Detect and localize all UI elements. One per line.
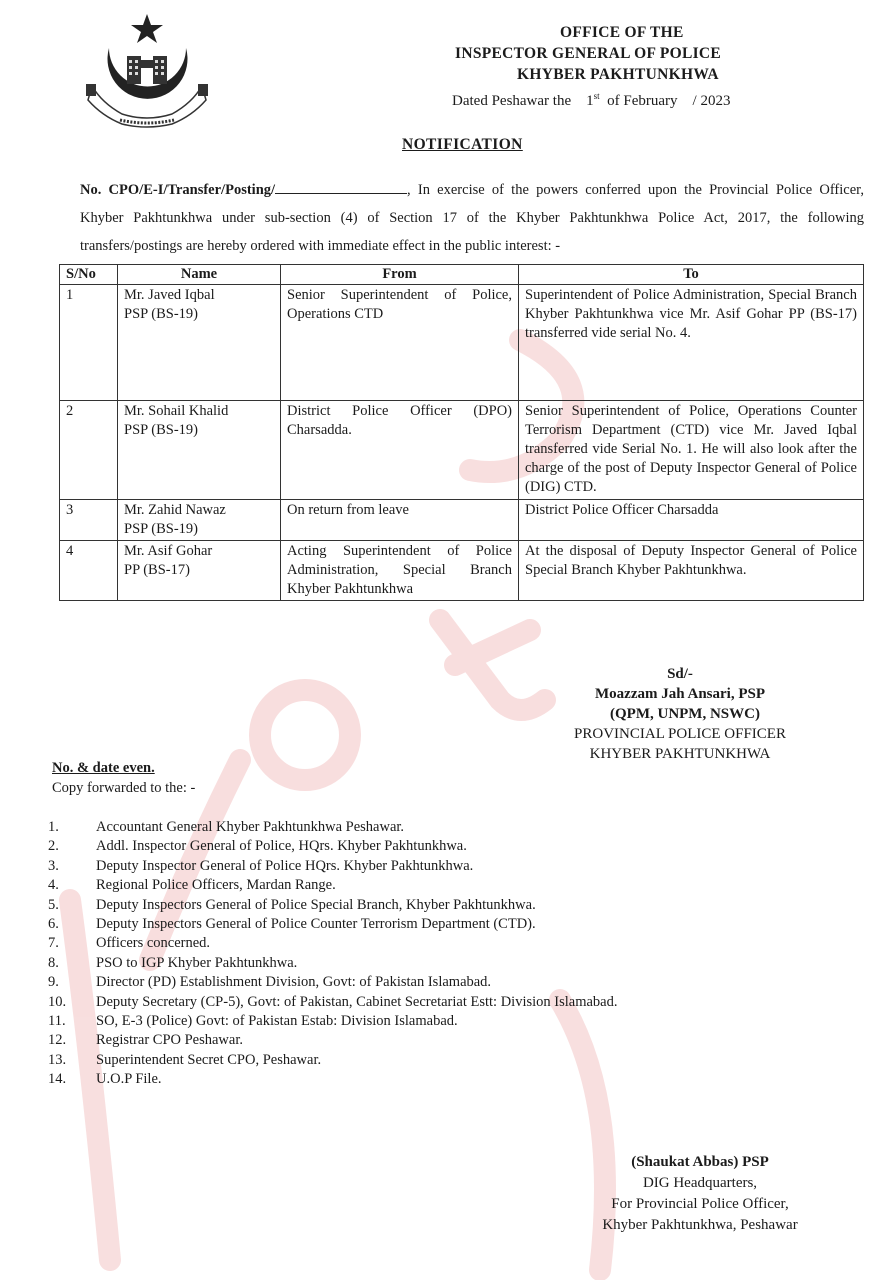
dated-month: of February: [607, 93, 678, 109]
dated-line: [440, 85, 800, 112]
header-to: To: [519, 265, 864, 285]
dig-line-1: DIG Headquarters,: [642, 1175, 758, 1191]
list-item: 13. Superintendent Secret CPO, Peshawar.: [48, 1051, 322, 1068]
list-item: 11. SO, E-3 (Police) Govt: of Pakistan Estab: Division Islamabad.: [48, 1013, 458, 1030]
list-item: 1. Accountant General Khyber Pakhtunkhwa Peshawar.: [48, 819, 405, 835]
cell-sno: 4: [60, 541, 118, 601]
header-from: From: [281, 265, 519, 285]
no-date-even: No. & date even.: [52, 760, 155, 776]
transfers-table: [59, 264, 864, 601]
table-header-row: [60, 265, 864, 285]
list-item: 7. Officers concerned.: [48, 935, 211, 952]
header-line-1: OFFICE OF THE: [560, 24, 684, 41]
signatory-designation: PROVINCIAL POLICE OFFICER: [574, 726, 786, 742]
cell-sno: 1: [60, 285, 118, 401]
ppo-signature-block: [520, 664, 840, 764]
cell-name: Mr. Javed Iqbal PSP (BS-19): [118, 285, 281, 401]
signed-mark: Sd/-: [667, 666, 693, 682]
notification-ref-number: No. CPO/E-I/Transfer/Posting/: [80, 182, 276, 198]
header-line-3: KHYBER PAKHTUNKHWA: [517, 66, 719, 83]
list-item: 2. Addl. Inspector General of Police, HQrs. Khyber Pakhtunkhwa.: [48, 838, 467, 855]
list-item: 6. Deputy Inspectors General of Police Counter Terrorism Department (CTD).: [48, 916, 536, 933]
office-header: [440, 22, 800, 112]
cell-name: Mr. Sohail Khalid PSP (BS-19): [118, 401, 281, 500]
cell-from: Acting Superintendent of Police Administration, Special Branch Khyber Pakhtunkhwa: [281, 541, 519, 601]
dig-line-2: For Provincial Police Officer,: [611, 1196, 789, 1212]
cell-to: Superintendent of Police Administration, Special Branch Khyber Pakhtunkhwa vice Mr. Asif Gohar PP (BS-17) transferred vide serial No. 4.: [519, 285, 864, 401]
star-icon: [131, 14, 163, 43]
table-row: [60, 285, 864, 401]
cell-sno: 2: [60, 401, 118, 500]
header-sno: S/No: [60, 265, 118, 285]
notification-body: , In exercise of the powers conferred upon the Provincial Police Officer, Khyber Pakhtunkhwa under sub-section (4) of Section 17 of the Khyber Pakhtunkhwa Police Act, 2017, the following transfers/postings are hereby ordered with immediate effect in the public interest: -: [80, 182, 865, 254]
list-item: 10. Deputy Secretary (CP-5), Govt: of Pakistan, Cabinet Secretariat Estt: Division Islamabad.: [48, 993, 618, 1010]
police-emblem-logo: [82, 8, 212, 130]
dig-signature-block: [560, 1152, 840, 1236]
header-name: Name: [118, 265, 281, 285]
list-item: 4. Regional Police Officers, Mardan Range.: [48, 877, 336, 894]
cell-to: Senior Superintendent of Police, Operations Counter Terrorism Department (CTD) vice Mr. Javed Iqbal transferred vide Serial No. 1. He will also look after the charge of the post of Deputy Inspector General of Police (DIG) CTD.: [519, 401, 864, 500]
cell-sno: 3: [60, 500, 118, 541]
cell-to: At the disposal of Deputy Inspector General of Police Special Branch Khyber Pakhtunkhwa.: [519, 541, 864, 601]
cell-from: District Police Officer (DPO) Charsadda.: [281, 401, 519, 500]
dated-day: 1st: [586, 91, 600, 109]
dated-year: / 2023: [692, 93, 731, 109]
ref-number-blank: [275, 179, 407, 194]
list-item: 12. Registrar CPO Peshawar.: [48, 1032, 243, 1049]
cell-from: Senior Superintendent of Police, Operations CTD: [281, 285, 519, 401]
copy-forward-header: [52, 758, 195, 798]
cell-to: District Police Officer Charsadda: [519, 500, 864, 541]
list-item: 9. Director (PD) Establishment Division, Govt: of Pakistan Islamabad.: [48, 974, 492, 991]
header-line-2: INSPECTOR GENERAL OF POLICE: [455, 45, 722, 62]
list-item: 3. Deputy Inspector General of Police HQrs. Khyber Pakhtunkhwa.: [48, 857, 474, 874]
table-row: [60, 541, 864, 601]
copy-distribution-list: [48, 818, 768, 1090]
notification-intro: [80, 176, 864, 260]
signatory-province: KHYBER PAKHTUNKHWA: [589, 746, 771, 762]
dig-name: (Shaukat Abbas) PSP: [631, 1154, 769, 1170]
notification-title: NOTIFICATION: [402, 136, 523, 153]
cell-name: Mr. Zahid Nawaz PSP (BS-19): [118, 500, 281, 541]
dated-prefix: Dated Peshawar the: [452, 93, 572, 109]
list-item: 14. U.O.P File.: [48, 1071, 162, 1088]
fort-icon: [127, 56, 167, 84]
list-item: 5. Deputy Inspectors General of Police Special Branch, Khyber Pakhtunkhwa.: [48, 896, 536, 913]
dig-line-3: Khyber Pakhtunkhwa, Peshawar: [602, 1217, 798, 1233]
cell-name: Mr. Asif Gohar PP (BS-17): [118, 541, 281, 601]
signatory-honours: (QPM, UNPM, NSWC): [610, 706, 760, 722]
table-row: [60, 500, 864, 541]
table-row: [60, 401, 864, 500]
signatory-name: Moazzam Jah Ansari, PSP: [595, 686, 765, 702]
list-item: 8. PSO to IGP Khyber Pakhtunkhwa.: [48, 954, 298, 971]
copy-forwarded-label: Copy forwarded to the: -: [52, 780, 196, 796]
crescent-icon: [108, 48, 188, 99]
cell-from: On return from leave: [281, 500, 519, 541]
